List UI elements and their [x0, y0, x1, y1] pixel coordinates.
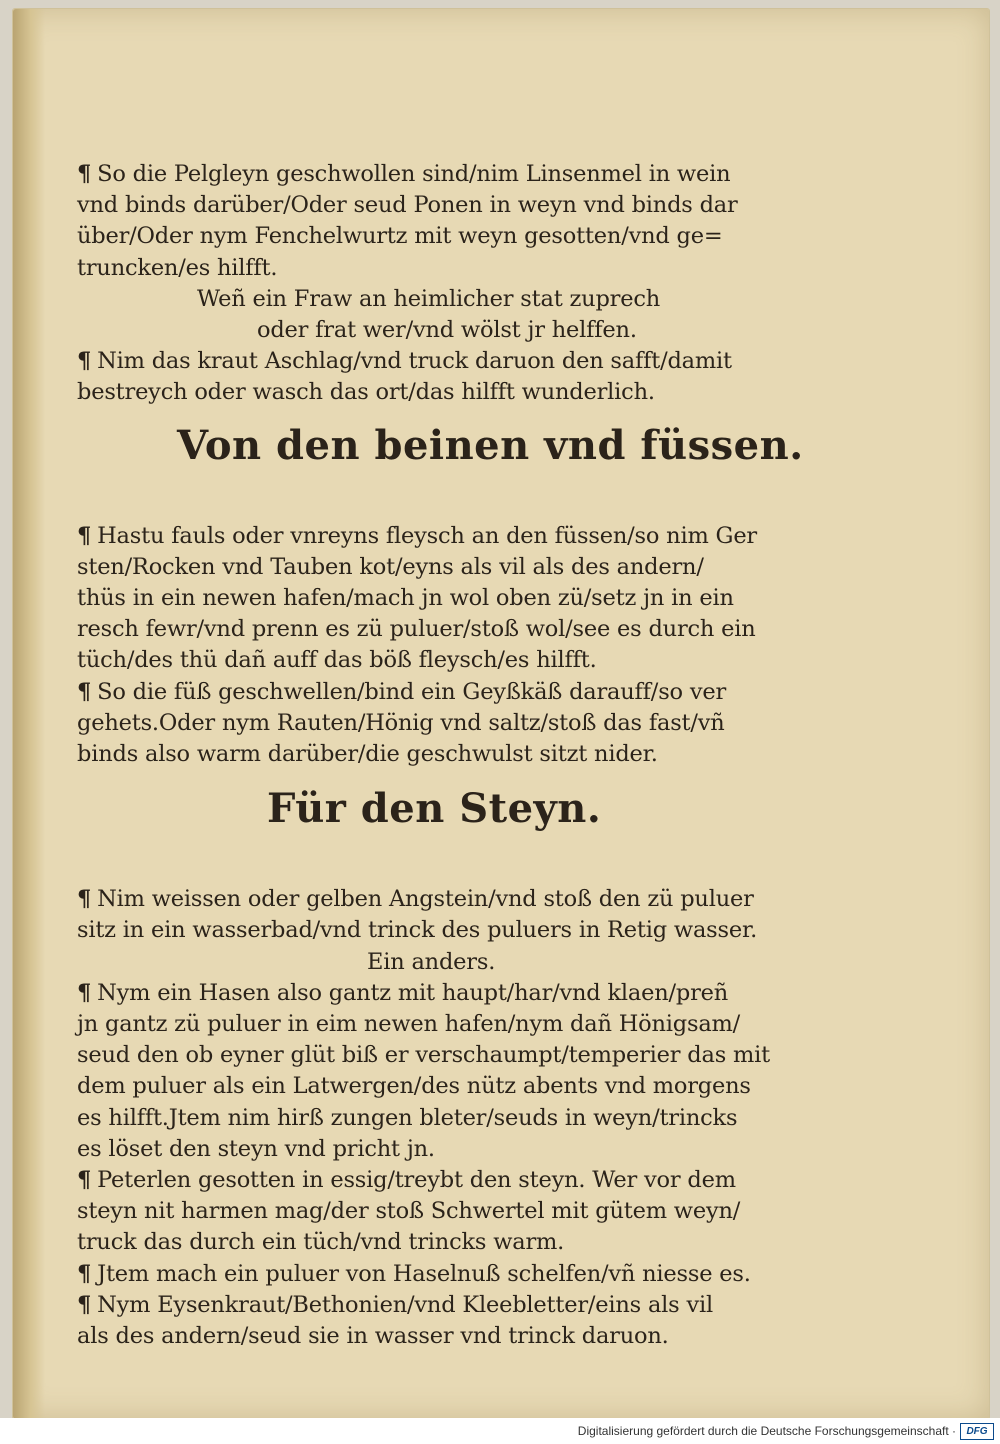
text-line: gehets.Oder nym Rauten/Hönig vnd saltz/stoß das fast/vñ: [77, 709, 725, 736]
text-line: thüs in ein newen hafen/mach jn wol oben zü/setz jn in ein: [77, 585, 734, 612]
text-line: dem puluer als ein Latwergen/des nütz abents vnd morgens: [77, 1073, 751, 1100]
paragraph-mark-icon: ¶: [77, 1260, 92, 1287]
digitization-credit: Digitalisierung gefördert durch die Deutsche Forschungsgemeinschaft ·: [577, 1424, 956, 1438]
text-line: truck das durch ein tüch/vnd trincks warm.: [77, 1229, 565, 1256]
text-line: es löset den steyn vnd pricht jn.: [77, 1135, 435, 1162]
text-line: ¶ Nim das kraut Aschlag/vnd truck daruon den safft/damit: [77, 346, 817, 377]
footer-bar: [0, 1418, 1000, 1444]
text-line: jn gantz zü puluer in eim newen hafen/nym dañ Hönigsam/: [77, 1011, 741, 1038]
paragraph-mark-icon: ¶: [77, 522, 92, 549]
text-line: sten/Rocken vnd Tauben kot/eyns als vil als des andern/: [77, 553, 704, 580]
text-line: über/Oder nym Fenchelwurtz mit weyn gesotten/vnd ge=: [77, 223, 723, 250]
remedy-heading: Weñ ein Fraw an heimlicher stat zuprech: [197, 285, 661, 312]
text-line: ¶ So die Pelgleyn geschwollen sind/nim Linsenmel in wein: [77, 159, 817, 190]
text-line: ¶ Nym ein Hasen also gantz mit haupt/har/vnd klaen/preñ: [77, 978, 817, 1009]
text-line: seud den ob eyner glüt biß er verschaumpt/temperier das mit: [77, 1042, 770, 1069]
remedy-heading: Ein anders.: [367, 948, 496, 975]
text-line: ¶ So die füß geschwellen/bind ein Geyßkäß darauff/so ver: [77, 677, 817, 708]
paragraph-mark-icon: ¶: [77, 678, 92, 705]
remedy-heading: oder frat wer/vnd wölst jr helffen.: [257, 317, 637, 344]
text-line: vnd binds darüber/Oder seud Ponen in weyn vnd binds dar: [77, 192, 738, 219]
text-line: ¶ Jtem mach ein puluer von Haselnuß schelfen/vñ niesse es.: [77, 1259, 817, 1290]
paragraph-mark-icon: ¶: [77, 886, 92, 913]
text-line: sitz in ein wasserbad/vnd trinck des puluers in Retig wasser.: [77, 917, 758, 944]
text-line: truncken/es hilfft.: [77, 254, 278, 281]
text-line: steyn nit harmen mag/der stoß Schwertel mit gütem weyn/: [77, 1198, 741, 1225]
paragraph-mark-icon: ¶: [77, 1291, 92, 1318]
text-line: bestreych oder wasch das ort/das hilfft wunderlich.: [77, 379, 655, 406]
text-line: es hilfft.Jtem nim hirß zungen bleter/seuds in weyn/trincks: [77, 1104, 738, 1131]
paragraph-mark-icon: ¶: [77, 348, 92, 375]
text-line: binds also warm darüber/die geschwulst sitzt nider.: [77, 741, 658, 768]
text-line: resch fewr/vnd prenn es zü puluer/stoß wol/see es durch ein: [77, 616, 756, 643]
book-page: [12, 8, 990, 1420]
text-line: ¶ Hastu fauls oder vnreyns fleysch an den füssen/so nim Ger: [77, 521, 817, 552]
section-heading: Von den beinen vnd füssen.: [177, 421, 804, 469]
text-line: tüch/des thü dañ auff das böß fleysch/es hilfft.: [77, 647, 597, 674]
text-line: als des andern/seud sie in wasser vnd trinck daruon.: [77, 1323, 669, 1350]
text-line: ¶ Peterlen gesotten in essig/treybt den steyn. Wer vor dem: [77, 1165, 817, 1196]
dfg-logo-icon: DFG: [960, 1423, 994, 1440]
section-heading: Für den Steyn.: [267, 785, 602, 833]
text-line: ¶ Nim weissen oder gelben Angstein/vnd stoß den zü puluer: [77, 884, 817, 915]
text-line: ¶ Nym Eysenkraut/Bethonien/vnd Kleebletter/eins als vil: [77, 1290, 817, 1321]
page-text: [77, 159, 817, 1352]
paragraph-mark-icon: ¶: [77, 161, 92, 187]
paragraph-mark-icon: ¶: [77, 1167, 92, 1194]
paragraph-mark-icon: ¶: [77, 979, 92, 1006]
